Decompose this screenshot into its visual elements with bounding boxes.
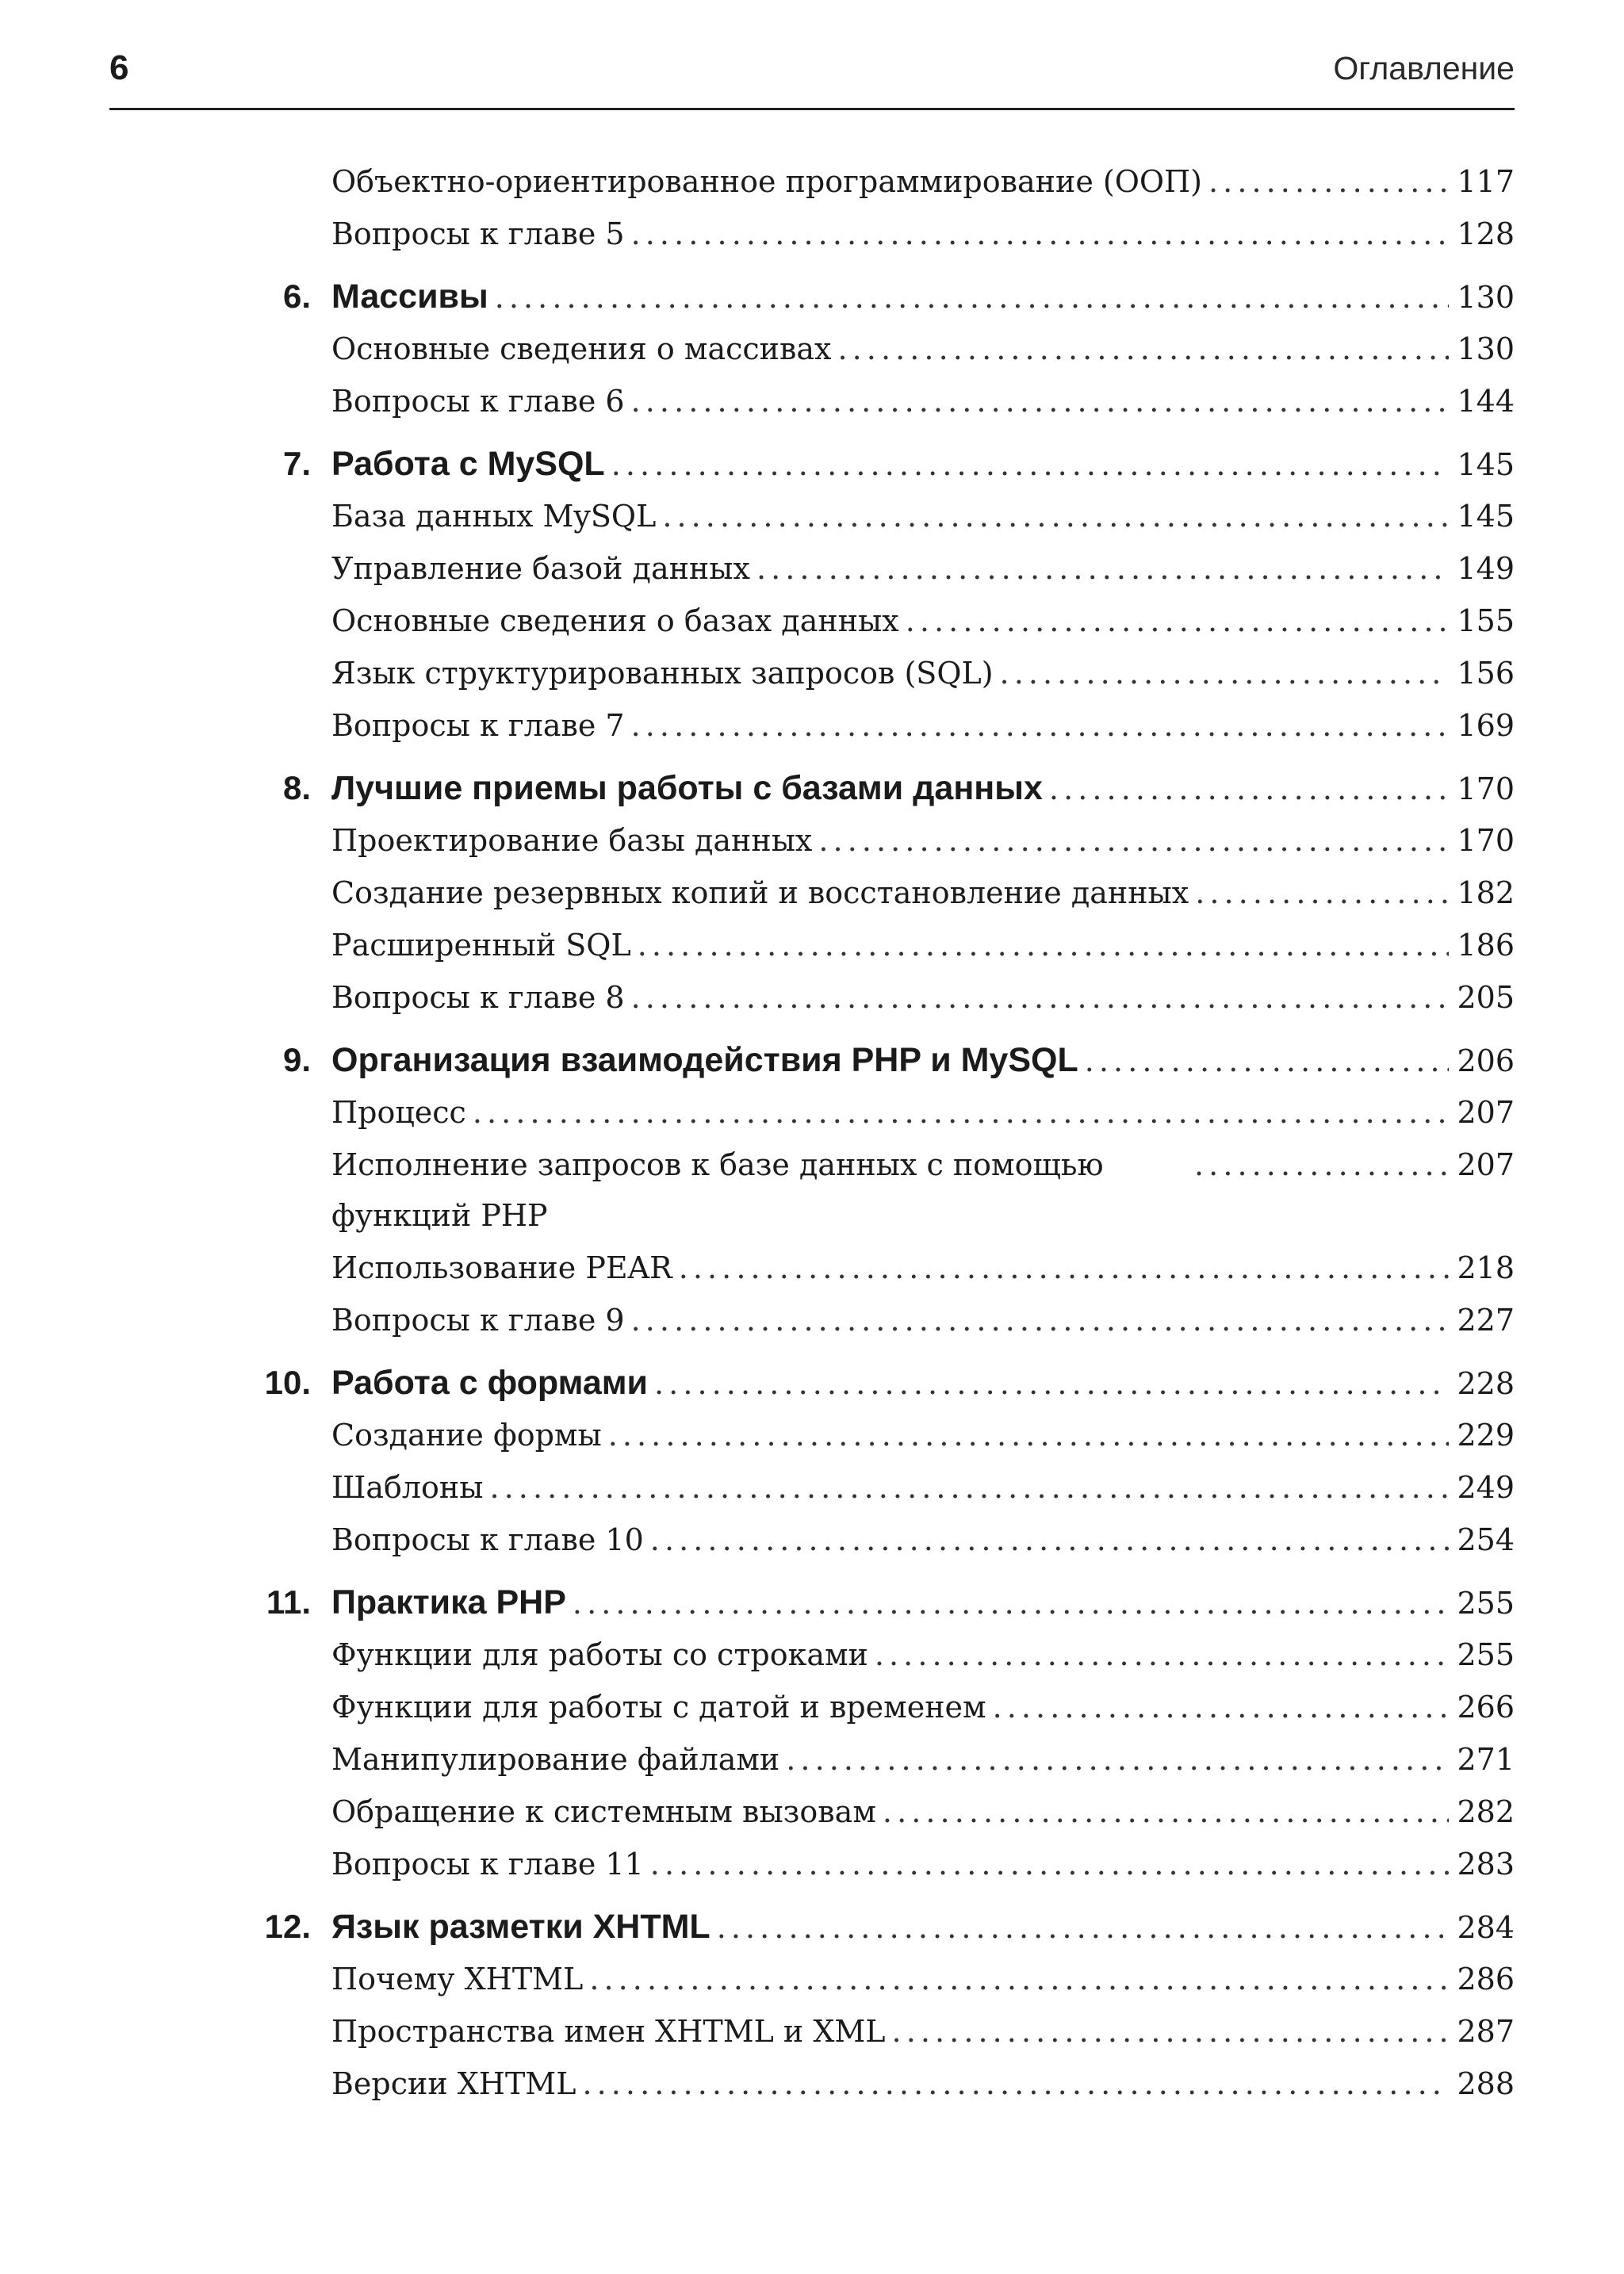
toc-entry-section bbox=[331, 1514, 1515, 1566]
toc-entry-title: Объектно-ориентированное программирование (ООП) bbox=[331, 164, 1202, 199]
chapter-number: 11. bbox=[266, 1583, 311, 1621]
toc-entry-title: Версии XHTML bbox=[331, 2066, 576, 2101]
dot-leader bbox=[1085, 1035, 1450, 1087]
toc-entry-section bbox=[331, 1409, 1515, 1461]
toc-entry-section bbox=[331, 2058, 1515, 2110]
toc-entry-title: Использование PEAR bbox=[331, 1250, 672, 1285]
toc-entry-section bbox=[331, 323, 1515, 375]
toc-entry-page: 227 bbox=[1457, 1303, 1515, 1338]
toc-entry-section bbox=[331, 814, 1515, 867]
toc-entry-section bbox=[331, 1086, 1515, 1139]
toc-entry-title: Расширенный SQL bbox=[331, 928, 631, 963]
toc-entry-title: Вопросы к главе 9 bbox=[331, 1303, 625, 1338]
toc-entry-page: 283 bbox=[1457, 1847, 1515, 1882]
dot-leader bbox=[1000, 647, 1450, 699]
toc-entry-page: 228 bbox=[1457, 1366, 1515, 1401]
toc-entry-section bbox=[331, 595, 1515, 647]
dot-leader bbox=[875, 1629, 1450, 1681]
toc-entry-page: 130 bbox=[1457, 331, 1515, 366]
toc-entry-section bbox=[331, 375, 1515, 427]
toc-entry-page: 229 bbox=[1457, 1418, 1515, 1453]
dot-leader bbox=[818, 814, 1449, 867]
toc-entry-page: 271 bbox=[1457, 1742, 1515, 1777]
toc-entry-chapter bbox=[266, 1576, 1515, 1629]
toc-entry-section bbox=[331, 155, 1515, 208]
toc-entry-title: Работа с формами bbox=[331, 1364, 648, 1402]
toc-entry-page: 205 bbox=[1457, 980, 1515, 1015]
dot-leader bbox=[717, 1901, 1450, 1954]
toc-entry-section bbox=[331, 1953, 1515, 2005]
toc-entry-section bbox=[331, 1139, 1515, 1242]
chapter-number: 9. bbox=[282, 1041, 311, 1078]
toc-entry-title: Вопросы к главе 6 bbox=[331, 384, 625, 419]
toc-entry-title: Проектирование базы данных bbox=[331, 823, 813, 858]
toc-entry-section bbox=[331, 699, 1515, 752]
dot-leader bbox=[582, 2058, 1449, 2110]
toc-entry-page: 145 bbox=[1457, 447, 1515, 482]
toc-entry-title: Язык разметки XHTML bbox=[331, 1908, 710, 1946]
toc-entry-page: 170 bbox=[1457, 771, 1515, 806]
toc-entry-section bbox=[331, 1629, 1515, 1681]
toc-entry-title: Основные сведения о базах данных bbox=[331, 603, 899, 638]
toc-entry-section bbox=[331, 1461, 1515, 1514]
toc-entry-section bbox=[331, 1838, 1515, 1890]
dot-leader bbox=[650, 1514, 1450, 1566]
toc-entry-page: 170 bbox=[1457, 823, 1515, 858]
toc-entry-chapter bbox=[264, 1901, 1515, 1953]
toc-entry-page: 144 bbox=[1457, 384, 1515, 419]
dot-leader bbox=[573, 1577, 1450, 1629]
toc-entry-page: 149 bbox=[1457, 551, 1515, 586]
toc-entry-page: 218 bbox=[1457, 1250, 1515, 1285]
toc-entry-section bbox=[331, 542, 1515, 595]
toc-entry-page: 128 bbox=[1457, 216, 1515, 251]
chapter-number: 6. bbox=[282, 278, 311, 315]
toc-entry-page: 145 bbox=[1457, 499, 1515, 534]
toc-entry-title: База данных MySQL bbox=[331, 499, 657, 534]
toc-entry-title: Вопросы к главе 7 bbox=[331, 708, 625, 743]
toc-entry-page: 254 bbox=[1457, 1522, 1515, 1557]
chapter-number: 12. bbox=[264, 1908, 311, 1945]
dot-leader bbox=[589, 1953, 1449, 2005]
toc-entry-section bbox=[331, 1242, 1515, 1294]
toc-entry-title: Почему XHTML bbox=[331, 1962, 584, 1996]
toc-entry-chapter bbox=[282, 438, 1515, 490]
dot-leader bbox=[654, 1357, 1449, 1410]
page-header bbox=[109, 46, 1515, 109]
toc-entry-page: 182 bbox=[1457, 875, 1515, 910]
toc-entry-title: Функции для работы с датой и временем bbox=[331, 1690, 986, 1725]
toc-entry-page: 255 bbox=[1457, 1637, 1515, 1672]
table-of-contents bbox=[0, 155, 1624, 2110]
page-number: 6 bbox=[109, 48, 129, 87]
toc-entry-title: Практика PHP bbox=[331, 1583, 566, 1621]
toc-entry-title: Организация взаимодействия PHP и MySQL bbox=[331, 1041, 1078, 1079]
dot-leader bbox=[631, 208, 1450, 260]
toc-entry-chapter bbox=[264, 1357, 1515, 1409]
toc-entry-section bbox=[331, 867, 1515, 919]
dot-leader bbox=[993, 1681, 1450, 1733]
toc-entry-page: 287 bbox=[1457, 2014, 1515, 2049]
toc-entry-title: Процесс bbox=[331, 1095, 466, 1130]
toc-entry-title: Язык структурированных запросов (SQL) bbox=[331, 656, 994, 691]
running-head: Оглавление bbox=[1333, 50, 1515, 86]
toc-entry-section bbox=[331, 208, 1515, 260]
toc-entry-page: 130 bbox=[1457, 280, 1515, 315]
toc-entry-page: 207 bbox=[1457, 1095, 1515, 1130]
toc-entry-title: Вопросы к главе 10 bbox=[331, 1522, 644, 1557]
dot-leader bbox=[662, 490, 1449, 542]
dot-leader bbox=[1049, 763, 1450, 815]
toc-entry-section bbox=[331, 1786, 1515, 1838]
toc-entry-section bbox=[331, 919, 1515, 971]
toc-entry-page: 284 bbox=[1457, 1910, 1515, 1945]
toc-entry-page: 288 bbox=[1457, 2066, 1515, 2101]
dot-leader bbox=[883, 1786, 1450, 1838]
dot-leader bbox=[650, 1838, 1450, 1890]
dot-leader bbox=[495, 271, 1450, 323]
toc-entry-title: Работа с MySQL bbox=[331, 445, 605, 483]
toc-entry-title: Вопросы к главе 11 bbox=[331, 1847, 644, 1882]
toc-entry-chapter bbox=[282, 762, 1515, 814]
toc-entry-title: Создание резервных копий и восстановление данных bbox=[331, 875, 1189, 910]
toc-entry-page: 286 bbox=[1457, 1962, 1515, 1996]
chapter-number: 10. bbox=[264, 1364, 311, 1401]
toc-entry-title: Основные сведения о массивах bbox=[331, 331, 832, 366]
toc-entry-page: 186 bbox=[1457, 928, 1515, 963]
toc-entry-title: Управление базой данных bbox=[331, 551, 750, 586]
dot-leader bbox=[1194, 1139, 1449, 1191]
dot-leader bbox=[786, 1733, 1449, 1786]
toc-entry-title: Шаблоны bbox=[331, 1470, 484, 1505]
toc-entry-title: Функции для работы со строками bbox=[331, 1637, 868, 1672]
dot-leader bbox=[1208, 155, 1449, 208]
toc-entry-title: Исполнение запросов к базе данных с помощью функций PHP bbox=[331, 1147, 1104, 1233]
dot-leader bbox=[631, 1294, 1450, 1346]
toc-entry-section bbox=[331, 490, 1515, 542]
toc-entry-title: Вопросы к главе 5 bbox=[331, 216, 625, 251]
dot-leader bbox=[631, 699, 1450, 752]
toc-entry-title: Обращение к системным вызовам bbox=[331, 1794, 876, 1829]
toc-entry-section bbox=[331, 647, 1515, 699]
dot-leader bbox=[1195, 867, 1449, 919]
dot-leader bbox=[631, 971, 1450, 1024]
toc-entry-page: 156 bbox=[1457, 656, 1515, 691]
toc-entry-section bbox=[331, 1681, 1515, 1733]
toc-entry-chapter bbox=[282, 1034, 1515, 1086]
toc-entry-title: Пространства имен XHTML и XML bbox=[331, 2014, 886, 2049]
dot-leader bbox=[679, 1242, 1450, 1294]
toc-entry-title: Вопросы к главе 8 bbox=[331, 980, 625, 1015]
dot-leader bbox=[638, 919, 1450, 971]
dot-leader bbox=[892, 2005, 1450, 2058]
toc-entry-chapter bbox=[282, 270, 1515, 323]
toc-entry-page: 282 bbox=[1457, 1794, 1515, 1829]
dot-leader bbox=[631, 375, 1450, 427]
toc-entry-title: Массивы bbox=[331, 278, 488, 316]
toc-entry-title: Создание формы bbox=[331, 1418, 602, 1453]
toc-entry-section bbox=[331, 2005, 1515, 2058]
toc-entry-page: 117 bbox=[1457, 164, 1515, 199]
toc-entry-section bbox=[331, 971, 1515, 1024]
toc-entry-page: 207 bbox=[1457, 1147, 1515, 1182]
dot-leader bbox=[756, 542, 1450, 595]
toc-entry-page: 169 bbox=[1457, 708, 1515, 743]
dot-leader bbox=[837, 323, 1449, 375]
dot-leader bbox=[906, 595, 1450, 647]
chapter-number: 7. bbox=[282, 445, 311, 482]
dot-leader bbox=[489, 1461, 1449, 1514]
toc-entry-page: 206 bbox=[1457, 1043, 1515, 1078]
toc-entry-page: 255 bbox=[1457, 1586, 1515, 1621]
dot-leader bbox=[608, 1409, 1450, 1461]
dot-leader bbox=[611, 438, 1450, 491]
toc-entry-page: 155 bbox=[1457, 603, 1515, 638]
toc-entry-title: Манипулирование файлами bbox=[331, 1742, 780, 1777]
toc-entry-section bbox=[331, 1294, 1515, 1346]
toc-entry-section bbox=[331, 1733, 1515, 1786]
toc-entry-page: 249 bbox=[1457, 1470, 1515, 1505]
dot-leader bbox=[473, 1086, 1450, 1139]
header-rule bbox=[109, 108, 1515, 110]
toc-entry-title: Лучшие приемы работы с базами данных bbox=[331, 769, 1043, 807]
toc-entry-page: 266 bbox=[1457, 1690, 1515, 1725]
chapter-number: 8. bbox=[282, 769, 311, 806]
